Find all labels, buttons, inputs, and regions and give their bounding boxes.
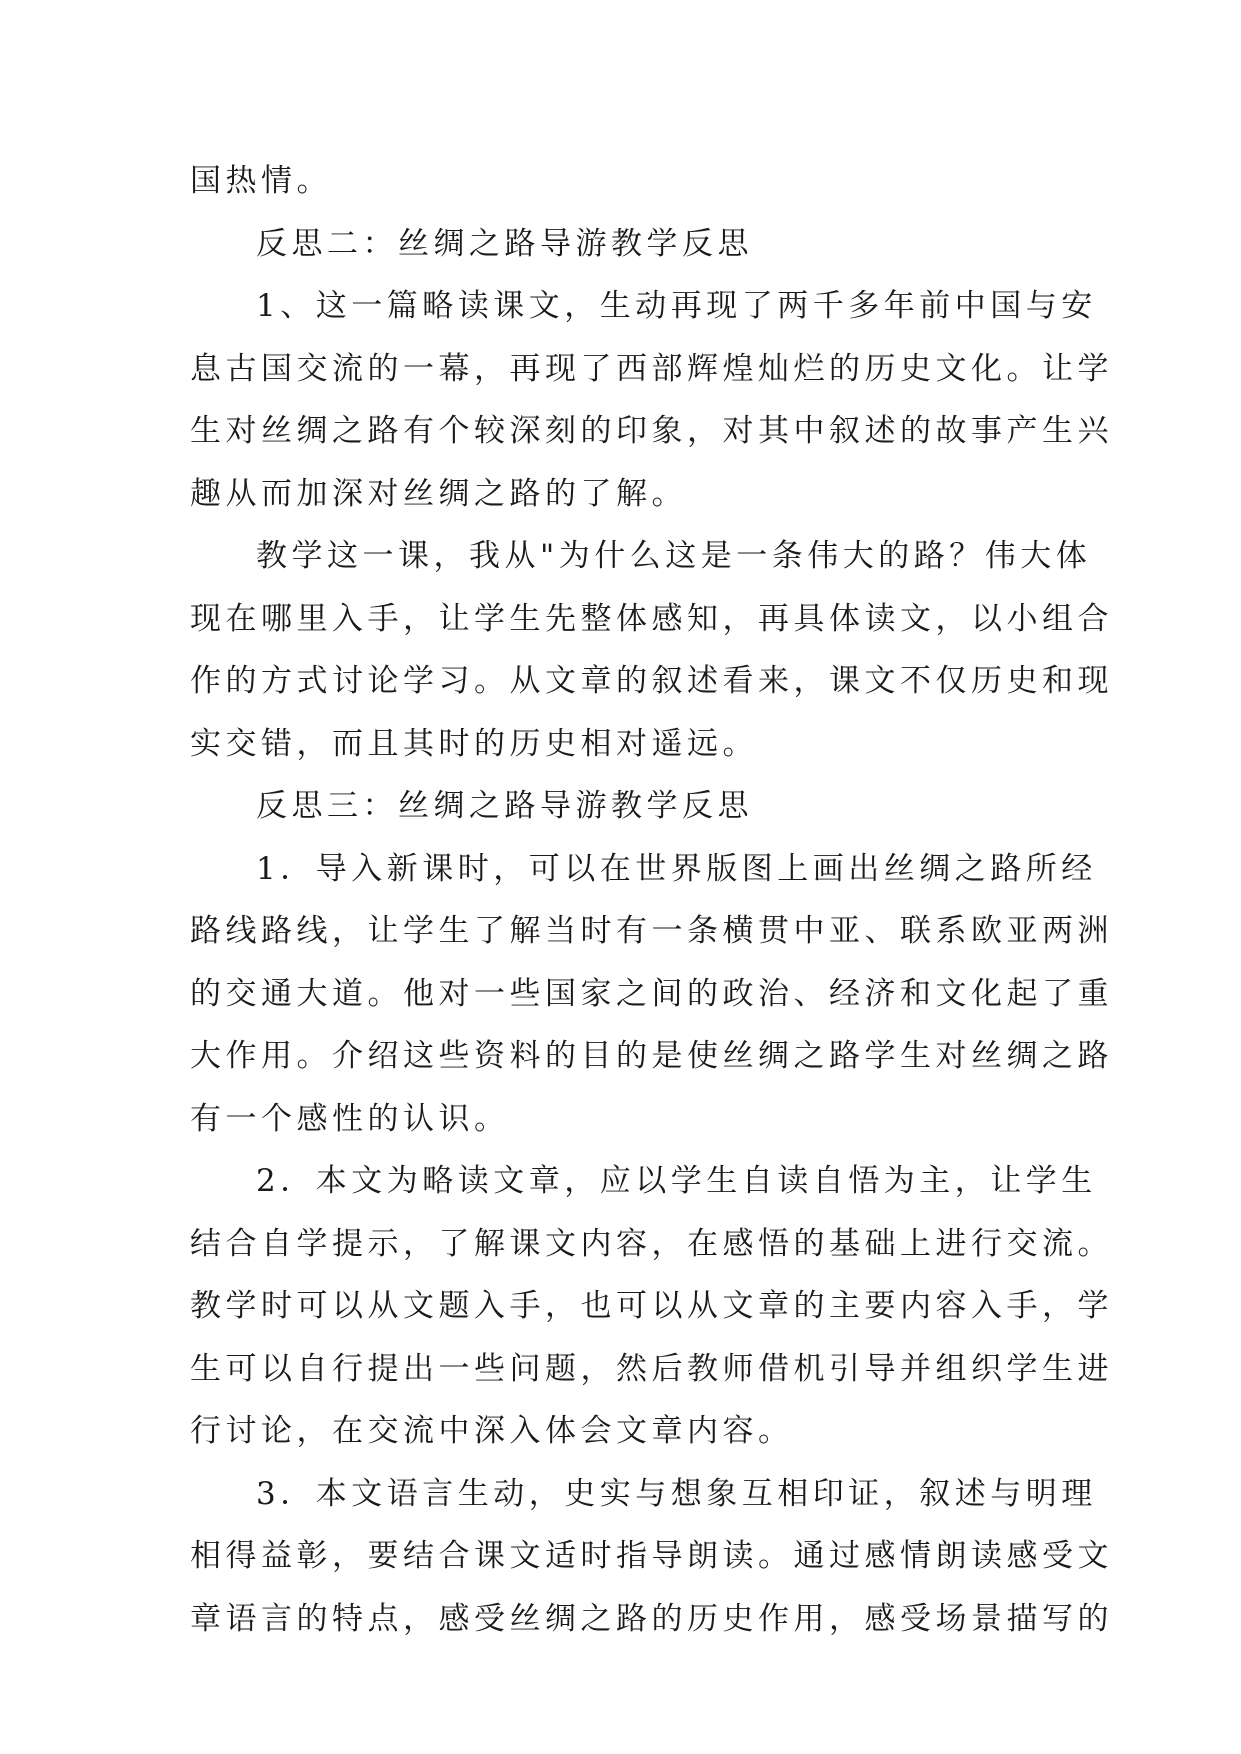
text-line: 反思三：丝绸之路导游教学反思 [256,788,753,824]
text-line: 有一个感性的认识。 [190,1100,510,1137]
text-line: 2．本文为略读文章，应以学生自读自悟为主，让学生 [256,1163,1097,1199]
text-line: 3．本文语言生动，史实与想象互相印证，叙述与明理 [256,1475,1097,1512]
text-line: 1、这一篇略读课文，生动再现了两千多年前中国与安 [256,288,1097,324]
text-line: 教学这一课，我从"为什么这是一条伟大的路？伟大体 [256,538,1092,574]
text-line: 息古国交流的一幕，再现了西部辉煌灿烂的历史文化。让学 [190,350,1113,387]
paragraph-point-2 [190,1150,1113,1463]
text-line: 大作用。介绍这些资料的目的是使丝绸之路学生对丝绸之路 [190,1038,1113,1074]
paragraph-continuation [190,150,1060,213]
document-body [190,150,1113,1650]
text-line: 路线路线，让学生了解当时有一条横贯中亚、联系欧亚两洲 [190,913,1113,949]
text-line: 趣从而加深对丝绸之路的了解。 [190,475,687,512]
text-line: 反思二：丝绸之路导游教学反思 [256,225,753,262]
text-line: 现在哪里入手，让学生先整体感知，再具体读文，以小组合 [190,600,1113,637]
text-line: 行讨论，在交流中深入体会文章内容。 [190,1413,794,1449]
text-line: 相得益彰，要结合课文适时指导朗读。通过感情朗读感受文 [190,1538,1113,1574]
text-line: 生可以自行提出一些问题，然后教师借机引导并组织学生进 [190,1350,1113,1387]
text-line: 生对丝绸之路有个较深刻的印象，对其中叙述的故事产生兴 [190,413,1113,449]
text-line: 章语言的特点，感受丝绸之路的历史作用，感受场景描写的 [190,1600,1113,1637]
text-line: 国热情。 [190,163,332,199]
text-line: 的交通大道。他对一些国家之间的政治、经济和文化起了重 [190,975,1113,1012]
paragraph-point-1 [190,275,1113,525]
text-line: 1．导入新课时，可以在世界版图上画出丝绸之路所经 [256,850,1097,887]
text-line: 教学时可以从文题入手，也可以从文章的主要内容入手，学 [190,1288,1113,1324]
section-heading-reflection-2 [190,213,1060,276]
paragraph-point-3 [190,1463,1113,1651]
text-line: 结合自学提示，了解课文内容，在感悟的基础上进行交流。 [190,1225,1113,1262]
paragraph-point-1-b [190,838,1113,1151]
text-line: 实交错，而且其时的历史相对遥远。 [190,725,758,762]
paragraph-teaching [190,525,1113,775]
text-line: 作的方式讨论学习。从文章的叙述看来，课文不仅历史和现 [190,663,1113,699]
section-heading-reflection-3 [190,775,1060,838]
